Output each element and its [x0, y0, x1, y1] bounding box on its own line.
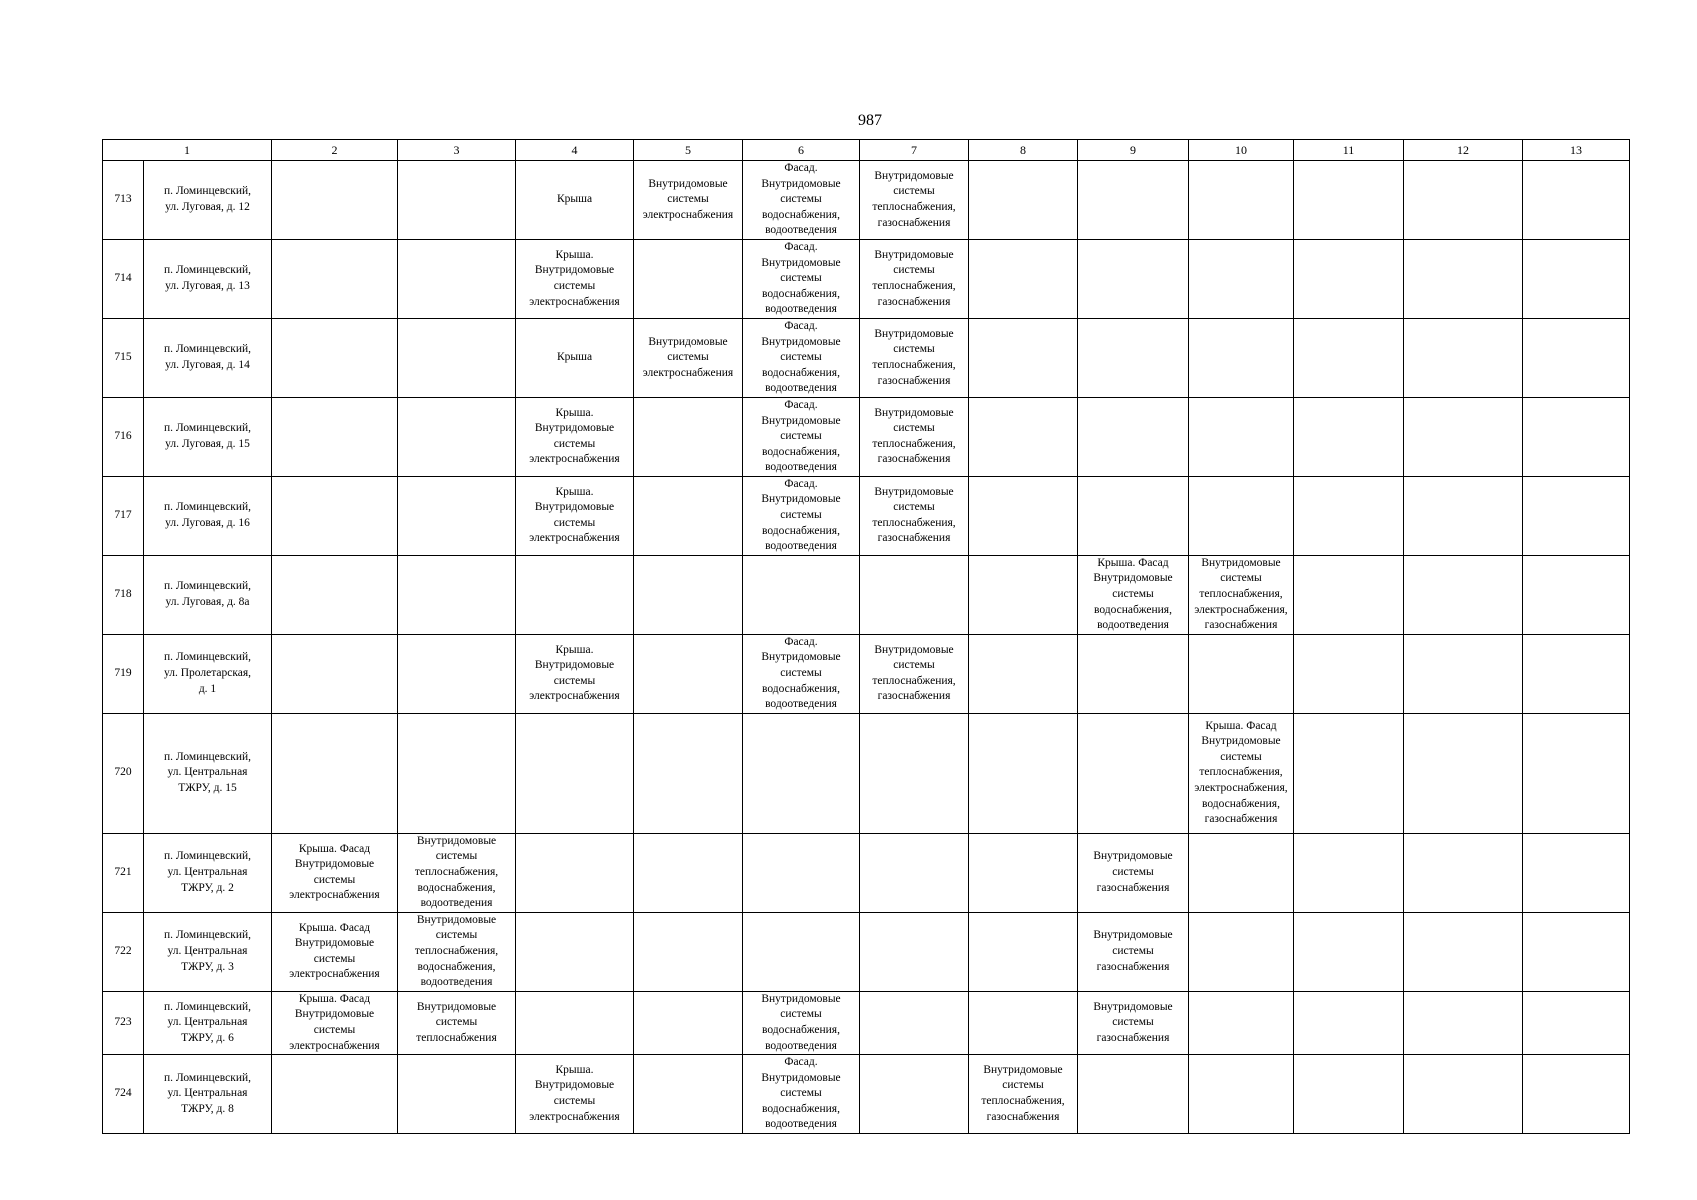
- work-cell-col-4: [516, 912, 634, 991]
- row-address: п. Ломинцевский, ул. Центральная ТЖРУ, д. 6: [144, 991, 272, 1054]
- row-number: 722: [103, 912, 144, 991]
- work-cell-col-4: Крыша. Внутридомовые системы электроснабжения: [516, 239, 634, 318]
- work-cell-col-4: Крыша. Внутридомовые системы электроснабжения: [516, 476, 634, 555]
- work-cell-col-9: Внутридомовые системы газоснабжения: [1078, 912, 1189, 991]
- work-cell-col-2: Крыша. Фасад Внутридомовые системы электроснабжения: [272, 833, 398, 912]
- work-cell-col-9: Крыша. Фасад Внутридомовые системы водоснабжения, водоотведения: [1078, 555, 1189, 634]
- work-cell-col-6: [743, 713, 860, 833]
- table-row: [103, 713, 1630, 833]
- work-cell-col-10: [1189, 397, 1294, 476]
- row-number: 721: [103, 833, 144, 912]
- work-cell-col-5: [634, 912, 743, 991]
- work-cell-col-6: Фасад. Внутридомовые системы водоснабжения, водоотведения: [743, 397, 860, 476]
- column-header: 6: [743, 140, 860, 161]
- table-row: [103, 555, 1630, 634]
- work-cell-col-7: Внутридомовые системы теплоснабжения, газоснабжения: [860, 397, 969, 476]
- work-cell-col-5: Внутридомовые системы электроснабжения: [634, 161, 743, 240]
- work-cell-col-7: [860, 991, 969, 1054]
- work-cell-col-8: Внутридомовые системы теплоснабжения, газоснабжения: [969, 1055, 1078, 1134]
- work-cell-col-8: [969, 397, 1078, 476]
- work-cell-col-6: [743, 912, 860, 991]
- work-cell-col-12: [1404, 397, 1523, 476]
- work-cell-col-8: [969, 318, 1078, 397]
- work-cell-col-12: [1404, 161, 1523, 240]
- work-cell-col-4: Крыша: [516, 161, 634, 240]
- work-cell-col-8: [969, 634, 1078, 713]
- work-cell-col-13: [1523, 713, 1630, 833]
- work-cell-col-10: [1189, 161, 1294, 240]
- work-cell-col-2: [272, 476, 398, 555]
- column-header: 9: [1078, 140, 1189, 161]
- work-cell-col-3: [398, 713, 516, 833]
- work-cell-col-13: [1523, 833, 1630, 912]
- work-cell-col-5: [634, 833, 743, 912]
- row-address: п. Ломинцевский, ул. Центральная ТЖРУ, д. 2: [144, 833, 272, 912]
- work-cell-col-2: [272, 161, 398, 240]
- work-cell-col-4: Крыша. Внутридомовые системы электроснабжения: [516, 1055, 634, 1134]
- work-cell-col-2: [272, 239, 398, 318]
- work-cell-col-2: [272, 1055, 398, 1134]
- work-cell-col-7: [860, 833, 969, 912]
- work-cell-col-10: [1189, 833, 1294, 912]
- work-cell-col-8: [969, 912, 1078, 991]
- column-header: 8: [969, 140, 1078, 161]
- row-number: 724: [103, 1055, 144, 1134]
- page-number: 987: [858, 112, 882, 129]
- work-cell-col-8: [969, 833, 1078, 912]
- work-cell-col-12: [1404, 239, 1523, 318]
- work-cell-col-11: [1294, 833, 1404, 912]
- work-cell-col-13: [1523, 912, 1630, 991]
- row-number: 718: [103, 555, 144, 634]
- work-cell-col-10: Внутридомовые системы теплоснабжения, электроснабжения, газоснабжения: [1189, 555, 1294, 634]
- work-cell-col-4: Крыша. Внутридомовые системы электроснабжения: [516, 634, 634, 713]
- work-cell-col-4: [516, 991, 634, 1054]
- work-cell-col-13: [1523, 161, 1630, 240]
- work-cell-col-6: Фасад. Внутридомовые системы водоснабжения, водоотведения: [743, 476, 860, 555]
- table-row: [103, 476, 1630, 555]
- table-row: [103, 833, 1630, 912]
- work-cell-col-6: Фасад. Внутридомовые системы водоснабжения, водоотведения: [743, 318, 860, 397]
- table-row: [103, 634, 1630, 713]
- work-cell-col-6: Фасад. Внутридомовые системы водоснабжения, водоотведения: [743, 239, 860, 318]
- work-cell-col-13: [1523, 239, 1630, 318]
- work-cell-col-7: Внутридомовые системы теплоснабжения, газоснабжения: [860, 476, 969, 555]
- work-cell-col-4: Крыша. Внутридомовые системы электроснабжения: [516, 397, 634, 476]
- work-cell-col-5: [634, 713, 743, 833]
- work-cell-col-5: [634, 555, 743, 634]
- work-cell-col-5: [634, 1055, 743, 1134]
- work-cell-col-13: [1523, 634, 1630, 713]
- row-address: п. Ломинцевский, ул. Луговая, д. 16: [144, 476, 272, 555]
- work-cell-col-6: Фасад. Внутридомовые системы водоснабжения, водоотведения: [743, 1055, 860, 1134]
- work-cell-col-3: [398, 397, 516, 476]
- work-cell-col-2: [272, 397, 398, 476]
- work-cell-col-4: [516, 713, 634, 833]
- table-body: [103, 161, 1630, 1134]
- row-number: 714: [103, 239, 144, 318]
- row-number: 716: [103, 397, 144, 476]
- row-address: п. Ломинцевский, ул. Луговая, д. 14: [144, 318, 272, 397]
- row-number: 719: [103, 634, 144, 713]
- work-cell-col-3: [398, 1055, 516, 1134]
- work-cell-col-9: Внутридомовые системы газоснабжения: [1078, 833, 1189, 912]
- work-cell-col-7: Внутридомовые системы теплоснабжения, газоснабжения: [860, 239, 969, 318]
- work-cell-col-10: [1189, 476, 1294, 555]
- work-cell-col-12: [1404, 476, 1523, 555]
- work-cell-col-12: [1404, 318, 1523, 397]
- work-cell-col-10: Крыша. Фасад Внутридомовые системы теплоснабжения, электроснабжения, водоснабжения, газоснабжения: [1189, 713, 1294, 833]
- column-header: 10: [1189, 140, 1294, 161]
- work-cell-col-10: [1189, 991, 1294, 1054]
- column-header: 2: [272, 140, 398, 161]
- work-cell-col-3: [398, 555, 516, 634]
- work-cell-col-8: [969, 555, 1078, 634]
- work-cell-col-3: [398, 161, 516, 240]
- work-cell-col-3: [398, 239, 516, 318]
- row-address: п. Ломинцевский, ул. Центральная ТЖРУ, д. 15: [144, 713, 272, 833]
- work-cell-col-2: Крыша. Фасад Внутридомовые системы электроснабжения: [272, 912, 398, 991]
- row-address: п. Ломинцевский, ул. Пролетарская, д. 1: [144, 634, 272, 713]
- work-cell-col-8: [969, 991, 1078, 1054]
- work-cell-col-4: [516, 833, 634, 912]
- work-cell-col-7: Внутридомовые системы теплоснабжения, газоснабжения: [860, 161, 969, 240]
- work-cell-col-5: [634, 476, 743, 555]
- work-cell-col-7: [860, 555, 969, 634]
- column-header: 1: [103, 140, 272, 161]
- work-cell-col-9: [1078, 161, 1189, 240]
- work-cell-col-12: [1404, 833, 1523, 912]
- work-cell-col-5: Внутридомовые системы электроснабжения: [634, 318, 743, 397]
- work-cell-col-9: [1078, 713, 1189, 833]
- table-row: [103, 318, 1630, 397]
- work-cell-col-2: [272, 555, 398, 634]
- work-cell-col-13: [1523, 476, 1630, 555]
- work-cell-col-13: [1523, 555, 1630, 634]
- work-cell-col-12: [1404, 713, 1523, 833]
- work-cell-col-3: Внутридомовые системы теплоснабжения: [398, 991, 516, 1054]
- work-cell-col-4: Крыша: [516, 318, 634, 397]
- work-cell-col-10: [1189, 634, 1294, 713]
- work-cell-col-6: Фасад. Внутридомовые системы водоснабжения, водоотведения: [743, 634, 860, 713]
- work-cell-col-10: [1189, 239, 1294, 318]
- row-number: 720: [103, 713, 144, 833]
- work-cell-col-4: [516, 555, 634, 634]
- work-cell-col-9: [1078, 239, 1189, 318]
- work-cell-col-6: [743, 555, 860, 634]
- work-cell-col-13: [1523, 1055, 1630, 1134]
- table-row: [103, 397, 1630, 476]
- repair-schedule-table: [102, 139, 1630, 1134]
- work-cell-col-2: [272, 318, 398, 397]
- work-cell-col-8: [969, 713, 1078, 833]
- work-cell-col-11: [1294, 555, 1404, 634]
- work-cell-col-2: [272, 713, 398, 833]
- work-cell-col-3: [398, 318, 516, 397]
- work-cell-col-2: [272, 634, 398, 713]
- work-cell-col-5: [634, 397, 743, 476]
- work-cell-col-9: [1078, 318, 1189, 397]
- work-cell-col-11: [1294, 239, 1404, 318]
- work-cell-col-12: [1404, 991, 1523, 1054]
- work-cell-col-2: Крыша. Фасад Внутридомовые системы электроснабжения: [272, 991, 398, 1054]
- work-cell-col-6: Внутридомовые системы водоснабжения, водоотведения: [743, 991, 860, 1054]
- row-address: п. Ломинцевский, ул. Центральная ТЖРУ, д. 8: [144, 1055, 272, 1134]
- work-cell-col-11: [1294, 476, 1404, 555]
- work-cell-col-13: [1523, 318, 1630, 397]
- work-cell-col-3: Внутридомовые системы теплоснабжения, водоснабжения, водоотведения: [398, 833, 516, 912]
- work-cell-col-11: [1294, 397, 1404, 476]
- column-number-row: [103, 140, 1630, 161]
- work-cell-col-5: [634, 634, 743, 713]
- work-cell-col-11: [1294, 318, 1404, 397]
- table-row: [103, 991, 1630, 1054]
- work-cell-col-11: [1294, 991, 1404, 1054]
- work-cell-col-9: [1078, 476, 1189, 555]
- row-address: п. Ломинцевский, ул. Луговая, д. 15: [144, 397, 272, 476]
- table-row: [103, 239, 1630, 318]
- column-header: 3: [398, 140, 516, 161]
- work-cell-col-7: [860, 713, 969, 833]
- work-cell-col-12: [1404, 634, 1523, 713]
- work-cell-col-12: [1404, 1055, 1523, 1134]
- work-cell-col-8: [969, 476, 1078, 555]
- column-header: 4: [516, 140, 634, 161]
- work-cell-col-11: [1294, 912, 1404, 991]
- work-cell-col-8: [969, 161, 1078, 240]
- work-cell-col-8: [969, 239, 1078, 318]
- work-cell-col-7: Внутридомовые системы теплоснабжения, газоснабжения: [860, 634, 969, 713]
- work-cell-col-3: [398, 634, 516, 713]
- work-cell-col-12: [1404, 912, 1523, 991]
- work-cell-col-9: [1078, 397, 1189, 476]
- work-cell-col-11: [1294, 161, 1404, 240]
- work-cell-col-7: Внутридомовые системы теплоснабжения, газоснабжения: [860, 318, 969, 397]
- work-cell-col-9: [1078, 634, 1189, 713]
- column-header: 12: [1404, 140, 1523, 161]
- work-cell-col-5: [634, 991, 743, 1054]
- row-number: 713: [103, 161, 144, 240]
- row-number: 723: [103, 991, 144, 1054]
- column-header: 11: [1294, 140, 1404, 161]
- work-cell-col-13: [1523, 397, 1630, 476]
- work-cell-col-6: Фасад. Внутридомовые системы водоснабжения, водоотведения: [743, 161, 860, 240]
- table-row: [103, 161, 1630, 240]
- column-header: 5: [634, 140, 743, 161]
- work-cell-col-12: [1404, 555, 1523, 634]
- column-header: 7: [860, 140, 969, 161]
- work-cell-col-7: [860, 1055, 969, 1134]
- work-cell-col-11: [1294, 1055, 1404, 1134]
- work-cell-col-3: Внутридомовые системы теплоснабжения, водоснабжения, водоотведения: [398, 912, 516, 991]
- work-cell-col-13: [1523, 991, 1630, 1054]
- row-address: п. Ломинцевский, ул. Луговая, д. 8а: [144, 555, 272, 634]
- work-cell-col-9: [1078, 1055, 1189, 1134]
- work-cell-col-10: [1189, 912, 1294, 991]
- work-cell-col-6: [743, 833, 860, 912]
- row-address: п. Ломинцевский, ул. Луговая, д. 12: [144, 161, 272, 240]
- work-cell-col-11: [1294, 713, 1404, 833]
- work-cell-col-11: [1294, 634, 1404, 713]
- table-row: [103, 912, 1630, 991]
- column-header: 13: [1523, 140, 1630, 161]
- work-cell-col-3: [398, 476, 516, 555]
- work-cell-col-10: [1189, 318, 1294, 397]
- row-address: п. Ломинцевский, ул. Луговая, д. 13: [144, 239, 272, 318]
- table-row: [103, 1055, 1630, 1134]
- row-number: 715: [103, 318, 144, 397]
- row-number: 717: [103, 476, 144, 555]
- work-cell-col-7: [860, 912, 969, 991]
- work-cell-col-9: Внутридомовые системы газоснабжения: [1078, 991, 1189, 1054]
- row-address: п. Ломинцевский, ул. Центральная ТЖРУ, д. 3: [144, 912, 272, 991]
- work-cell-col-5: [634, 239, 743, 318]
- work-cell-col-10: [1189, 1055, 1294, 1134]
